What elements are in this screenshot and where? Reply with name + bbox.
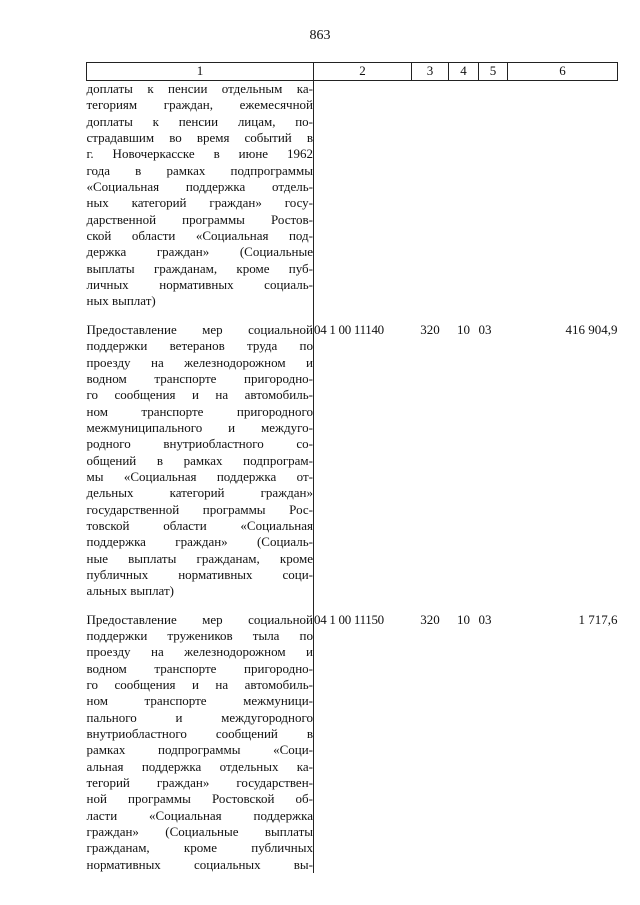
description-line: доплаты к пенсии отдельным ка-	[86, 81, 313, 96]
description-line: го сообщения и на автомобиль-	[86, 677, 313, 693]
header-row	[87, 63, 618, 81]
description-line: го сообщения и на автомобиль-	[86, 387, 313, 403]
description-line: ласти «Социальная поддержка	[86, 807, 313, 823]
description-line: ном транспорте пригородного	[86, 403, 313, 419]
page-number: 863	[309, 28, 331, 43]
description-line: проезду на железнодорожном и	[86, 354, 313, 370]
amount-cell: 1 717,6	[578, 611, 618, 627]
description-line: альная поддержка отдельных ка-	[86, 758, 313, 774]
target-code-cell: 04 1 00 11140	[314, 321, 384, 337]
description-line: товской области «Социальная	[86, 517, 313, 533]
expense-type-cell	[412, 81, 449, 310]
description-line: поддержки ветеранов труда по	[86, 338, 313, 354]
column-header-6: 6	[508, 63, 618, 81]
description-line: ные выплаты гражданам, кроме	[86, 550, 313, 566]
description-line: гражданам, кроме публичных	[86, 840, 313, 856]
budget-table	[86, 62, 618, 873]
description-line: проезду на железнодорожном и	[86, 644, 313, 660]
description-line: публичных нормативных соци-	[86, 566, 313, 582]
description-line: Предоставление мер социальной	[86, 321, 313, 337]
description-line: альных выплат)	[86, 583, 175, 599]
table-row	[87, 600, 618, 874]
column-header-3: 3	[412, 63, 449, 81]
section-cell: 10	[457, 611, 470, 627]
amount-cell	[508, 81, 618, 310]
description-line: тегорий граждан» государствен-	[86, 775, 313, 791]
subsection-cell: 03	[478, 611, 492, 627]
description-line: ных выплат)	[86, 293, 156, 309]
description-line: государственной программы Рос-	[86, 501, 313, 517]
description-line: поддержки тружеников тыла по	[86, 628, 313, 643]
description-line: года в рамках подпрограммы	[86, 162, 313, 178]
column-header-1: 1	[87, 63, 314, 81]
description-line: личных нормативных социаль-	[86, 277, 313, 293]
row-description	[87, 600, 314, 874]
description-line: ном транспорте межмуници-	[86, 693, 313, 709]
description-line: внутриобластного сообщений в	[86, 726, 313, 742]
description-line: пального и междугородного	[86, 709, 313, 725]
description-line: нормативных социальных вы-	[86, 856, 313, 872]
column-header-4: 4	[449, 63, 479, 81]
description-line: «Социальная поддержка отдель-	[86, 179, 313, 195]
description-line: граждан» (Социальные выплаты	[86, 824, 313, 840]
subsection-cell: 03	[478, 321, 492, 337]
description-line: дельных категорий граждан»	[86, 485, 313, 501]
description-line: родного внутриобластного со-	[86, 436, 313, 452]
description-line: рамках подпрограммы «Соци-	[86, 742, 313, 758]
row-description	[87, 310, 314, 600]
amount-cell: 416 904,9	[565, 321, 618, 337]
row-description	[87, 81, 314, 310]
description-line: г. Новочеркасске в июне 1962	[86, 146, 313, 162]
table-row	[87, 81, 618, 310]
description-line: водном транспорте пригородно-	[86, 660, 313, 676]
description-line: дарственной программы Ростов-	[86, 211, 313, 227]
description-line: ной программы Ростовской об-	[86, 791, 313, 807]
subsection-cell	[479, 81, 508, 310]
description-line: доплаты к пенсии лицам, по-	[86, 113, 313, 129]
description-line: поддержка граждан» (Социаль-	[86, 534, 313, 550]
section-cell: 10	[457, 321, 470, 337]
description-line: держка граждан» (Социальные	[86, 244, 313, 260]
description-line: мы «Социальная поддержка от-	[86, 468, 313, 484]
description-line: страдавшим во время событий в	[86, 130, 313, 146]
column-header-5: 5	[479, 63, 508, 81]
expense-type-cell: 320	[420, 611, 440, 627]
section-cell	[449, 81, 479, 310]
description-line: Предоставление мер социальной	[86, 611, 313, 627]
description-line: общений в рамках подпрограм-	[86, 452, 313, 468]
target-code-cell	[314, 81, 412, 310]
table-row	[87, 310, 618, 600]
description-line: выплаты гражданам, кроме пуб-	[86, 260, 313, 276]
description-line: ской области «Социальная под-	[86, 228, 313, 244]
description-line: тегориям граждан, ежемесячной	[86, 97, 313, 113]
description-line: ных категорий граждан» госу-	[86, 195, 313, 211]
target-code-cell: 04 1 00 11150	[314, 611, 384, 627]
description-line: межмуниципального и междуго-	[86, 419, 313, 435]
description-line: водном транспорте пригородно-	[86, 370, 313, 386]
column-header-2: 2	[314, 63, 412, 81]
expense-type-cell: 320	[420, 321, 440, 337]
